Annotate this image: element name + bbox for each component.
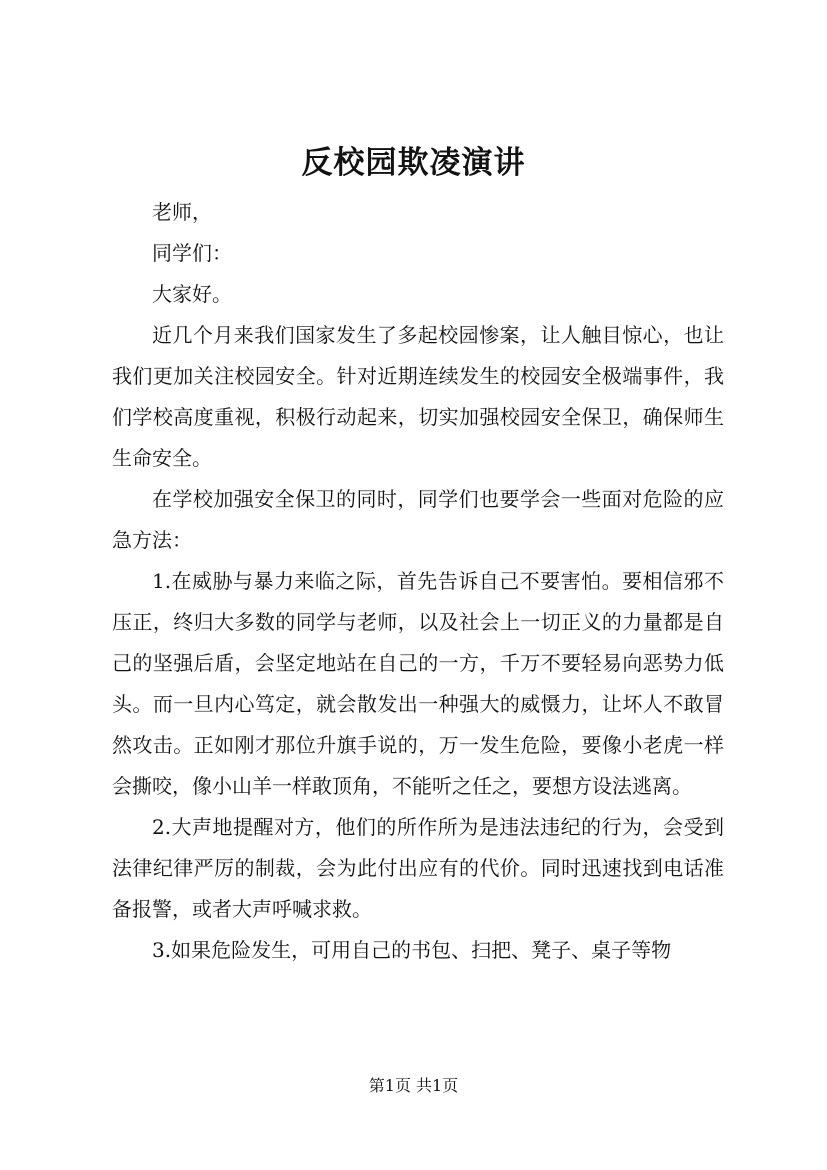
list-item-1: 1.在威胁与暴力来临之际，首先告诉自己不要害怕。要相信邪不压正，终归大多数的同学与老师，以及社会上一切正义的力量都是自己的坚强后盾，会坚定地站在自己的一方，千万不要轻易向恶势力低头。而一旦内心笃定，就会散发出一种强大的威慑力，让坏人不敢冒然攻击。正如刚才那位升旗手说的，万一发生危险，要像小老虎一样会撕咬，像小山羊一样敢顶角，不能听之任之，要想方设法逃离。 (112, 569, 724, 798)
greeting-teachers: 老师， (152, 200, 212, 224)
greeting-students: 同学们： (152, 241, 232, 265)
greeting-everyone: 大家好。 (152, 282, 232, 306)
list-item-3: 3.如果危险发生，可用自己的书包、扫把、凳子、桌子等物 (152, 938, 672, 962)
document-body (112, 192, 724, 971)
list-item-2: 2.大声地提醒对方，他们的所作所为是违法违纪的行为，会受到法律纪律严厉的制裁，会为此付出应有的代价。同时迅速找到电话准备报警，或者大声呼喊求救。 (112, 815, 724, 921)
page-footer: 第1页 共1页 (368, 1076, 459, 1095)
body-paragraph-methods: 在学校加强安全保卫的同时，同学们也要学会一些面对危险的应急方法： (112, 487, 724, 552)
document-title: 反校园欺凌演讲 (301, 145, 526, 181)
body-paragraph-intro: 近几个月来我们国家发生了多起校园惨案，让人触目惊心，也让我们更加关注校园安全。针对近期连续发生的校园安全极端事件，我们学校高度重视，积极行动起来，切实加强校园安全保卫，确保师生生命安全。 (112, 323, 724, 470)
